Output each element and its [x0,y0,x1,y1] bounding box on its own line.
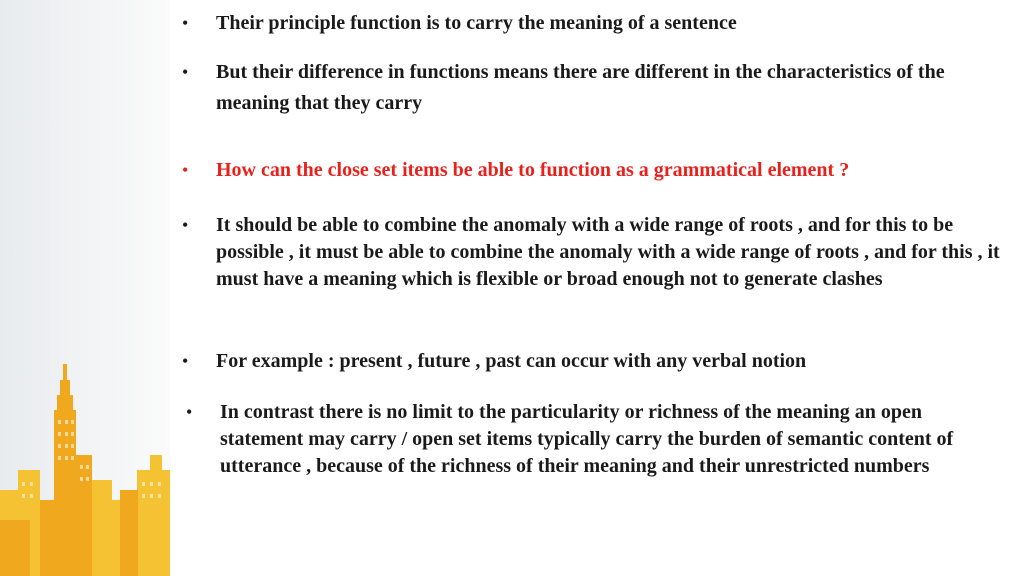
decorative-sidebar [0,0,170,576]
bullet-text: For example : present , future , past can occur with any verbal notion [216,350,807,372]
bullet-dot-icon: • [186,402,193,422]
bullet-dot-icon: • [182,351,189,371]
city-skyline-illustration [0,0,170,576]
bullet-item-4 [182,212,1011,293]
bullet-dot-icon: • [182,13,189,33]
bullet-dot-icon: • [182,215,189,235]
bullet-dot-icon: • [182,160,189,180]
bullet-text: Their principle function is to carry the meaning of a sentence [216,12,737,34]
bullet-text: In contrast there is no limit to the particularity or richness of the meaning an open statement may carry / open set items typically carry the burden of semantic content of utterance , because of the richness of their meaning and their unrestricted numbers [220,401,954,477]
bullet-item-6 [186,399,1010,480]
bullet-item-1 [182,10,1006,37]
bullet-text: It should be able to combine the anomaly with a wide range of roots , and for this to be possible , it must be able to combine the anomaly with a wide range of roots , and for this , it must have a meaning which is flexible or broad enough not to generate clashes [216,214,1000,290]
bullet-item-2 [182,57,1016,119]
bullet-item-5 [182,348,1006,375]
bullet-dot-icon: • [182,62,189,82]
bullet-item-3-question [182,157,1006,184]
bullet-text: But their difference in functions means there are different in the characteristics of the meaning that they carry [216,61,945,114]
bullet-text: How can the close set items be able to function as a grammatical element ? [216,159,850,181]
